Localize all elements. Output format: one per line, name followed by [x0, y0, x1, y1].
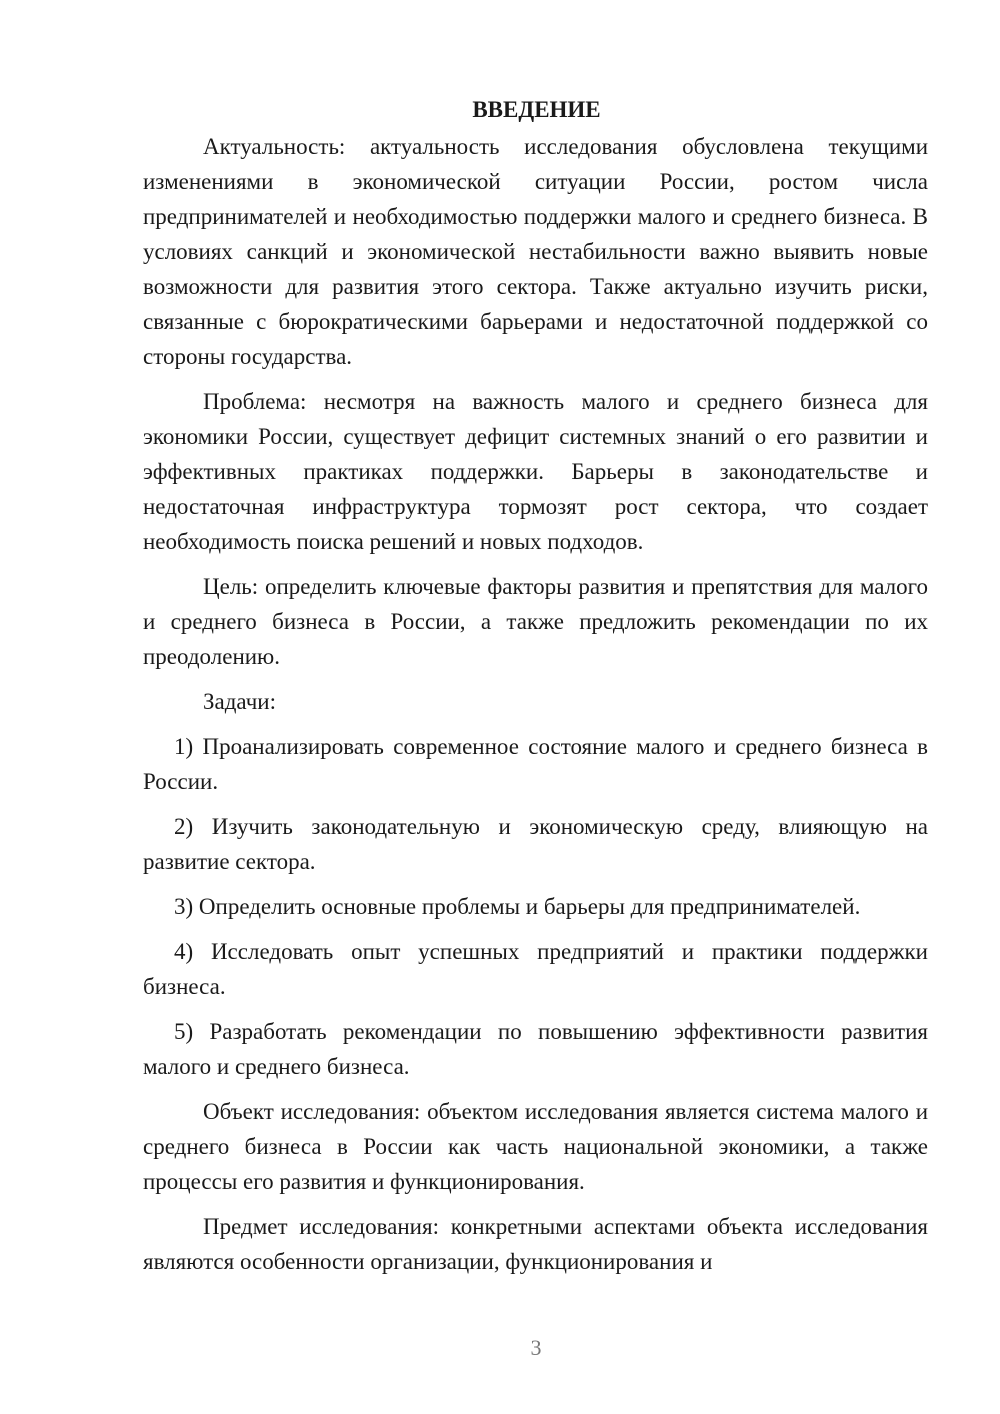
- page-content: [143, 92, 928, 1279]
- paragraph-goal: Цель: определить ключевые факторы развития и препятствия для малого и среднего бизнеса в России, а также предложить рекомендации по их преодолению.: [143, 574, 928, 669]
- task-item: 3) Определить основные проблемы и барьеры для предпринимателей.: [174, 894, 861, 919]
- tasks-label: Задачи:: [203, 689, 276, 714]
- paragraph-subject: Предмет исследования: конкретными аспектами объекта исследования являются особенности организации, функционирования и: [143, 1214, 928, 1274]
- task-item: 4) Исследовать опыт успешных предприятий и практики поддержки бизнеса.: [143, 939, 928, 999]
- task-item: 1) Проанализировать современное состояние малого и среднего бизнеса в России.: [143, 734, 928, 794]
- section-heading: ВВЕДЕНИЕ: [472, 97, 601, 122]
- task-item: 5) Разработать рекомендации по повышению эффективности развития малого и среднего бизнеса.: [143, 1019, 928, 1079]
- paragraph-problem: Проблема: несмотря на важность малого и среднего бизнеса для экономики России, существует дефицит системных знаний о его развитии и эффективных практиках поддержки. Барьеры в законодательстве и недостаточная инфраструктура тормозят рост сектора, что создает необходимость поиска решений и новых подходов.: [143, 389, 928, 554]
- paragraph-object: Объект исследования: объектом исследования является система малого и среднего бизнеса в России как часть национальной экономики, а также процессы его развития и функционирования.: [143, 1099, 928, 1194]
- task-item: 2) Изучить законодательную и экономическую среду, влияющую на развитие сектора.: [143, 814, 928, 874]
- paragraph-relevance: Актуальность: актуальность исследования обусловлена текущими изменениями в экономической ситуации России, ростом числа предпринимателей и необходимостью поддержки малого и среднего бизнеса. В условиях санкций и экономической нестабильности важно выявить новые возможности для развития этого сектора. Также актуально изучить риски, связанные с бюрократическими барьерами и недостаточной поддержкой со стороны государства.: [143, 134, 928, 369]
- page-number: 3: [530, 1335, 542, 1360]
